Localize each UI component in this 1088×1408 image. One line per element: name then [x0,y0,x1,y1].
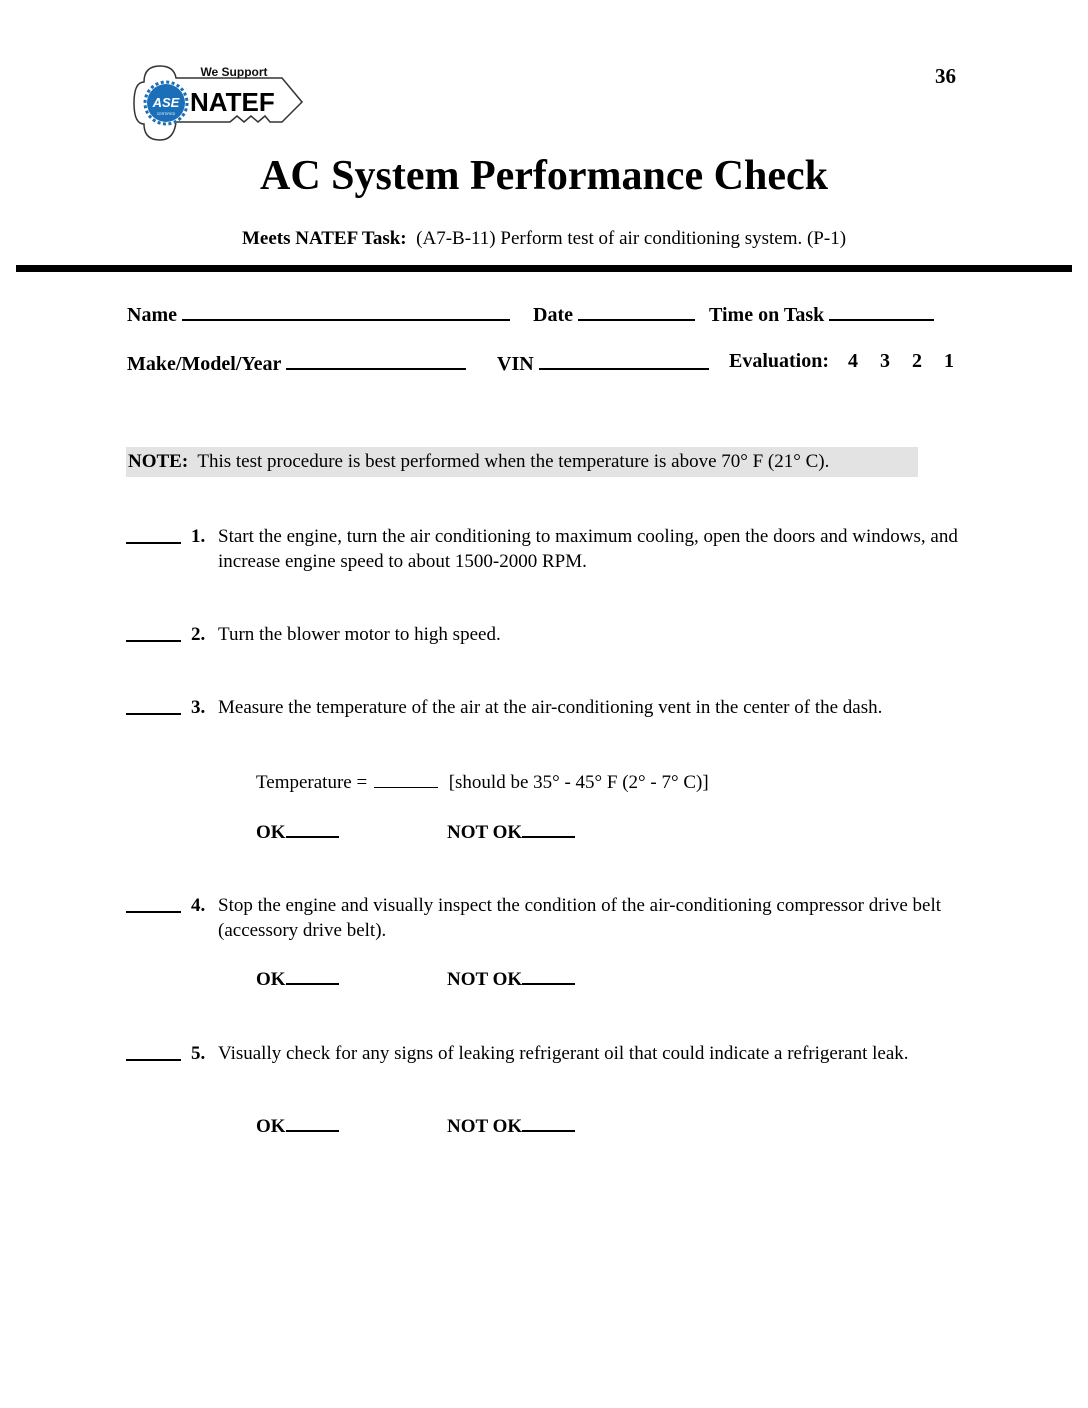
name-field[interactable] [127,301,510,327]
step-2 [126,622,966,652]
svg-text:NATEF: NATEF [190,87,275,117]
date-label: Date [533,304,573,326]
step-1 [126,524,966,579]
step-3 [126,695,966,750]
not-ok-label: NOT OK [447,822,523,843]
svg-text:CERTIFIED: CERTIFIED [156,112,176,116]
ok-blank[interactable] [286,820,339,838]
step-3-number: 3. [191,697,206,718]
step-1-text: Start the engine, turn the air conditioning to maximum cooling, open the doors and windows, and increase engine speed to about 1500-2000 RPM. [218,526,958,572]
step-4 [126,893,966,948]
note-text: This test procedure is best performed when the temperature is above 70° F (21° C). [197,451,830,472]
make-model-year-label: Make/Model/Year [127,353,282,375]
ok-label: OK [256,969,286,990]
step-5-not-ok[interactable] [447,1114,575,1138]
not-ok-blank[interactable] [522,967,575,985]
evaluation-score-2[interactable]: 2 [912,350,923,372]
step-4-text: Stop the engine and visually inspect the condition of the air-conditioning compressor drive belt (accessory drive belt). [218,895,942,941]
not-ok-blank[interactable] [522,1114,575,1132]
step-4-not-ok[interactable] [447,967,575,991]
name-label: Name [127,304,177,326]
date-field[interactable] [533,301,695,327]
step-5-check-blank[interactable] [126,1059,181,1061]
temperature-hint: [should be 35° - 45° F (2° - 7° C)] [448,772,709,793]
date-blank[interactable] [578,301,695,321]
step-5-number: 5. [191,1043,206,1064]
header-divider [16,265,1072,272]
name-blank[interactable] [182,301,510,321]
page-number: 36 [935,64,956,88]
vin-blank[interactable] [539,350,709,370]
evaluation-field [729,350,954,373]
step-2-number: 2. [191,624,206,645]
step-5-text: Visually check for any signs of leaking refrigerant oil that could indicate a refrigerant leak. [218,1043,909,1064]
evaluation-score-1[interactable]: 1 [944,350,955,372]
ok-blank[interactable] [286,967,339,985]
ok-label: OK [256,822,286,843]
temperature-label: Temperature = [256,772,368,793]
ok-blank[interactable] [286,1114,339,1132]
step-3-check-blank[interactable] [126,713,181,715]
vin-label: VIN [497,353,534,375]
make-model-year-field[interactable] [127,350,466,376]
step-5 [126,1041,966,1096]
make-model-year-blank[interactable] [286,350,466,370]
natef-task-line [0,228,1088,250]
not-ok-label: NOT OK [447,969,523,990]
natef-logo [130,60,305,145]
temperature-line [256,771,709,794]
step-2-check-blank[interactable] [126,640,181,642]
step-3-text: Measure the temperature of the air at the air-conditioning vent in the center of the dash. [218,697,883,718]
evaluation-score-3[interactable]: 3 [880,350,891,372]
step-5-ok[interactable] [256,1114,339,1138]
note-box [126,447,918,477]
not-ok-blank[interactable] [522,820,575,838]
step-4-check-blank[interactable] [126,911,181,913]
note-label: NOTE: [128,451,189,472]
step-1-check-blank[interactable] [126,542,181,544]
vin-field[interactable] [497,350,709,376]
step-2-text: Turn the blower motor to high speed. [218,624,501,645]
svg-text:ASE: ASE [152,95,180,110]
evaluation-label: Evaluation: [729,350,830,372]
ok-label: OK [256,1116,286,1137]
svg-text:We Support: We Support [200,65,268,79]
evaluation-score-4[interactable]: 4 [848,350,859,372]
key-logo-icon [130,60,305,145]
page-title: AC System Performance Check [259,153,828,199]
step-4-ok[interactable] [256,967,339,991]
temperature-blank[interactable] [374,771,438,788]
step-3-not-ok[interactable] [447,820,575,844]
not-ok-label: NOT OK [447,1116,523,1137]
step-1-number: 1. [191,526,206,547]
time-on-task-label: Time on Task [709,304,825,326]
step-3-ok[interactable] [256,820,339,844]
time-on-task-field[interactable] [709,301,934,327]
time-on-task-blank[interactable] [829,301,934,321]
task-label: Meets NATEF Task: [241,228,407,249]
task-text: (A7-B-11) Perform test of air conditioning system. (P-1) [416,228,847,249]
step-4-number: 4. [191,895,206,916]
